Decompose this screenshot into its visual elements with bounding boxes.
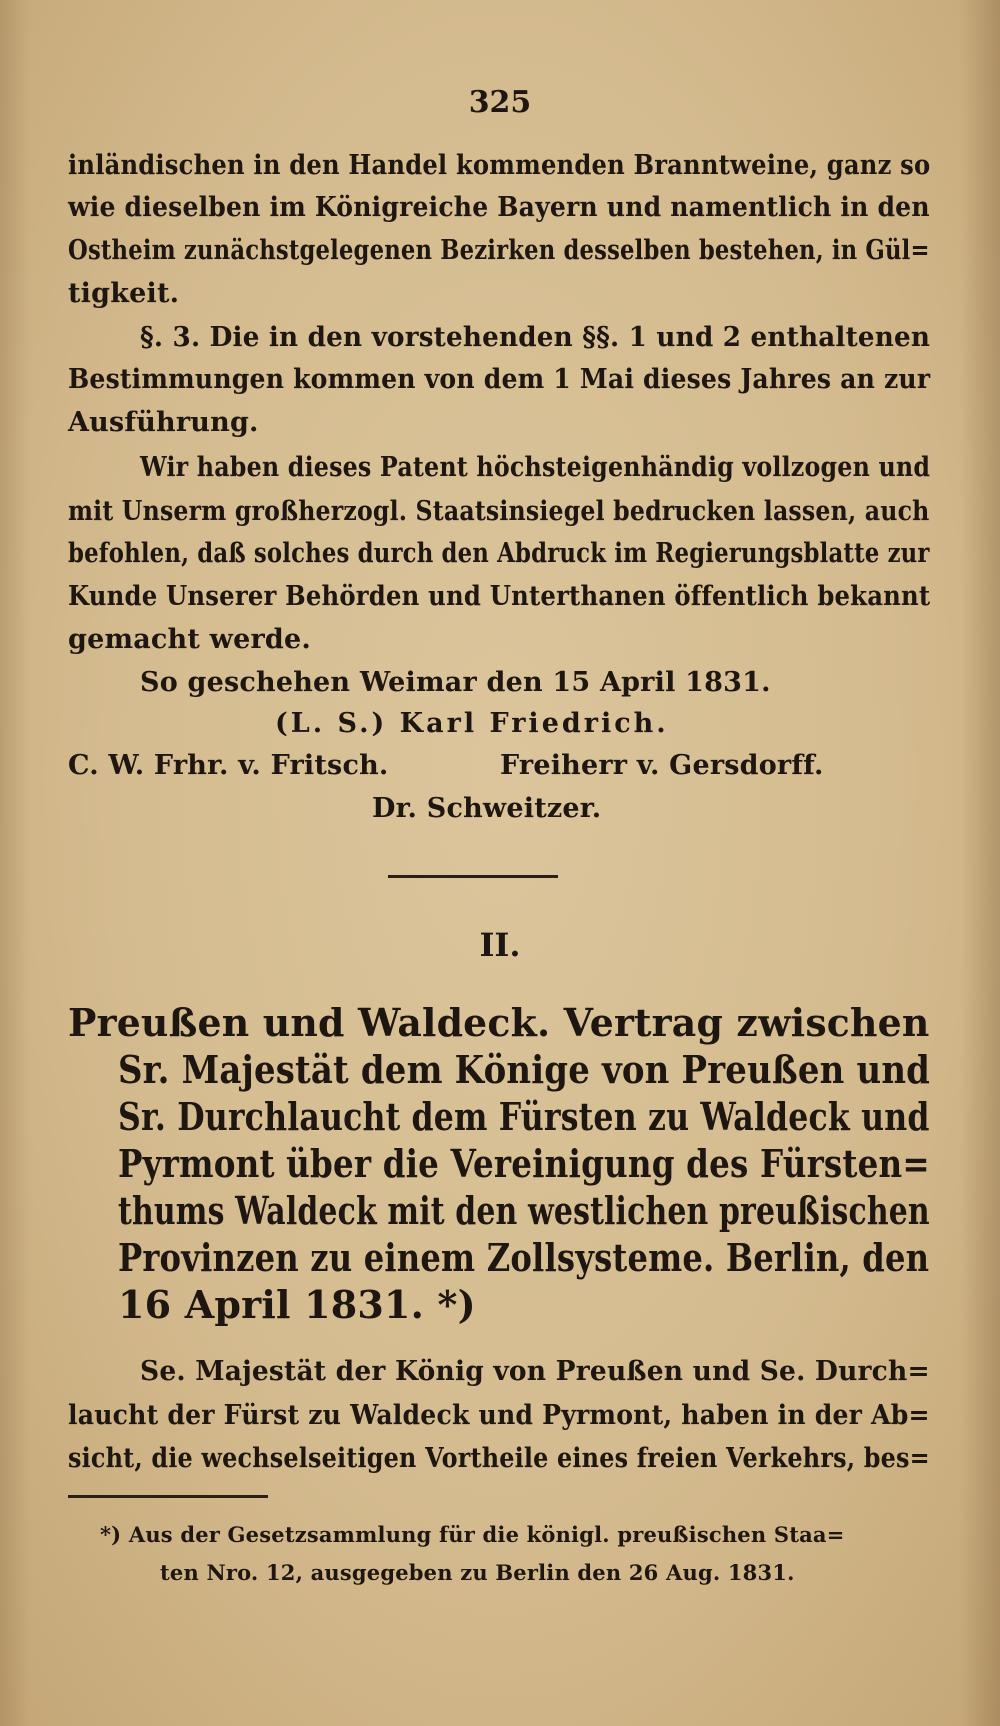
- body-line: gemacht werde.: [68, 624, 311, 655]
- body-line: inländischen in den Handel kommenden Branntweine, ganz so: [68, 150, 931, 181]
- section-heading-line: Pyrmont über die Vereinigung des Fürsten=: [118, 1141, 930, 1186]
- minister-signature: C. W. Frhr. v. Fritsch.: [68, 750, 389, 781]
- section-heading-line: thums Waldeck mit den westlichen preußischen: [118, 1188, 930, 1233]
- body-line: Wir haben dieses Patent höchsteigenhändig vollzogen und: [140, 452, 931, 483]
- section-heading-line: Provinzen zu einem Zollsysteme. Berlin, den: [118, 1235, 930, 1280]
- page-number: 325: [468, 85, 532, 120]
- minister-signature: Freiherr v. Gersdorff.: [500, 750, 824, 781]
- body-line: befohlen, daß solches durch den Abdruck im Regierungsblatte zur: [68, 538, 930, 569]
- body-line: laucht der Fürst zu Waldeck und Pyrmont, haben in der Ab=: [68, 1400, 930, 1431]
- section-heading-line: 16 April 1831. *): [118, 1282, 476, 1327]
- section-divider: [388, 875, 558, 878]
- body-line: tigkeit.: [68, 278, 180, 309]
- page-edge-shadow-right: [960, 0, 1000, 1726]
- body-line: Bestimmungen kommen von dem 1 Mai dieses Jahres an zur: [68, 364, 931, 395]
- section-heading-line: Sr. Majestät dem Könige von Preußen und: [118, 1047, 931, 1092]
- body-line: mit Unserm großherzogl. Staatsinsiegel bedrucken lassen, auch: [68, 496, 930, 527]
- body-line: Kunde Unserer Behörden und Unterthanen öffentlich bekannt: [68, 581, 931, 612]
- body-line: Ostheim zunächstgelegenen Bezirken desselben bestehen, in Gül=: [68, 235, 930, 266]
- section-heading-line: Sr. Durchlaucht dem Fürsten zu Waldeck und: [118, 1094, 930, 1139]
- body-line: wie dieselben im Königreiche Bayern und namentlich in den: [68, 192, 930, 223]
- section-number: II.: [479, 926, 521, 964]
- page-edge-shadow-left: [0, 0, 30, 1726]
- body-line: Ausführung.: [68, 407, 259, 438]
- footnote-divider: [68, 1495, 268, 1498]
- body-line: Se. Majestät der König von Preußen und Se. Durch=: [140, 1356, 930, 1387]
- body-line: §. 3. Die in den vorstehenden §§. 1 und 2 enthaltenen: [140, 322, 931, 353]
- body-line: So geschehen Weimar den 15 April 1831.: [140, 667, 771, 698]
- minister-signature: Dr. Schweitzer.: [372, 793, 602, 824]
- footnote-line: *) Aus der Gesetzsammlung für die königl. preußischen Staa=: [100, 1522, 845, 1547]
- section-heading-line: Preußen und Waldeck. Vertrag zwischen: [68, 1000, 930, 1045]
- body-line: sicht, die wechselseitigen Vortheile eines freien Verkehrs, bes=: [68, 1443, 930, 1474]
- seal-signature-line: (L. S.) Karl Friedrich.: [275, 708, 669, 739]
- footnote-line: ten Nro. 12, ausgegeben zu Berlin den 26 Aug. 1831.: [160, 1560, 795, 1585]
